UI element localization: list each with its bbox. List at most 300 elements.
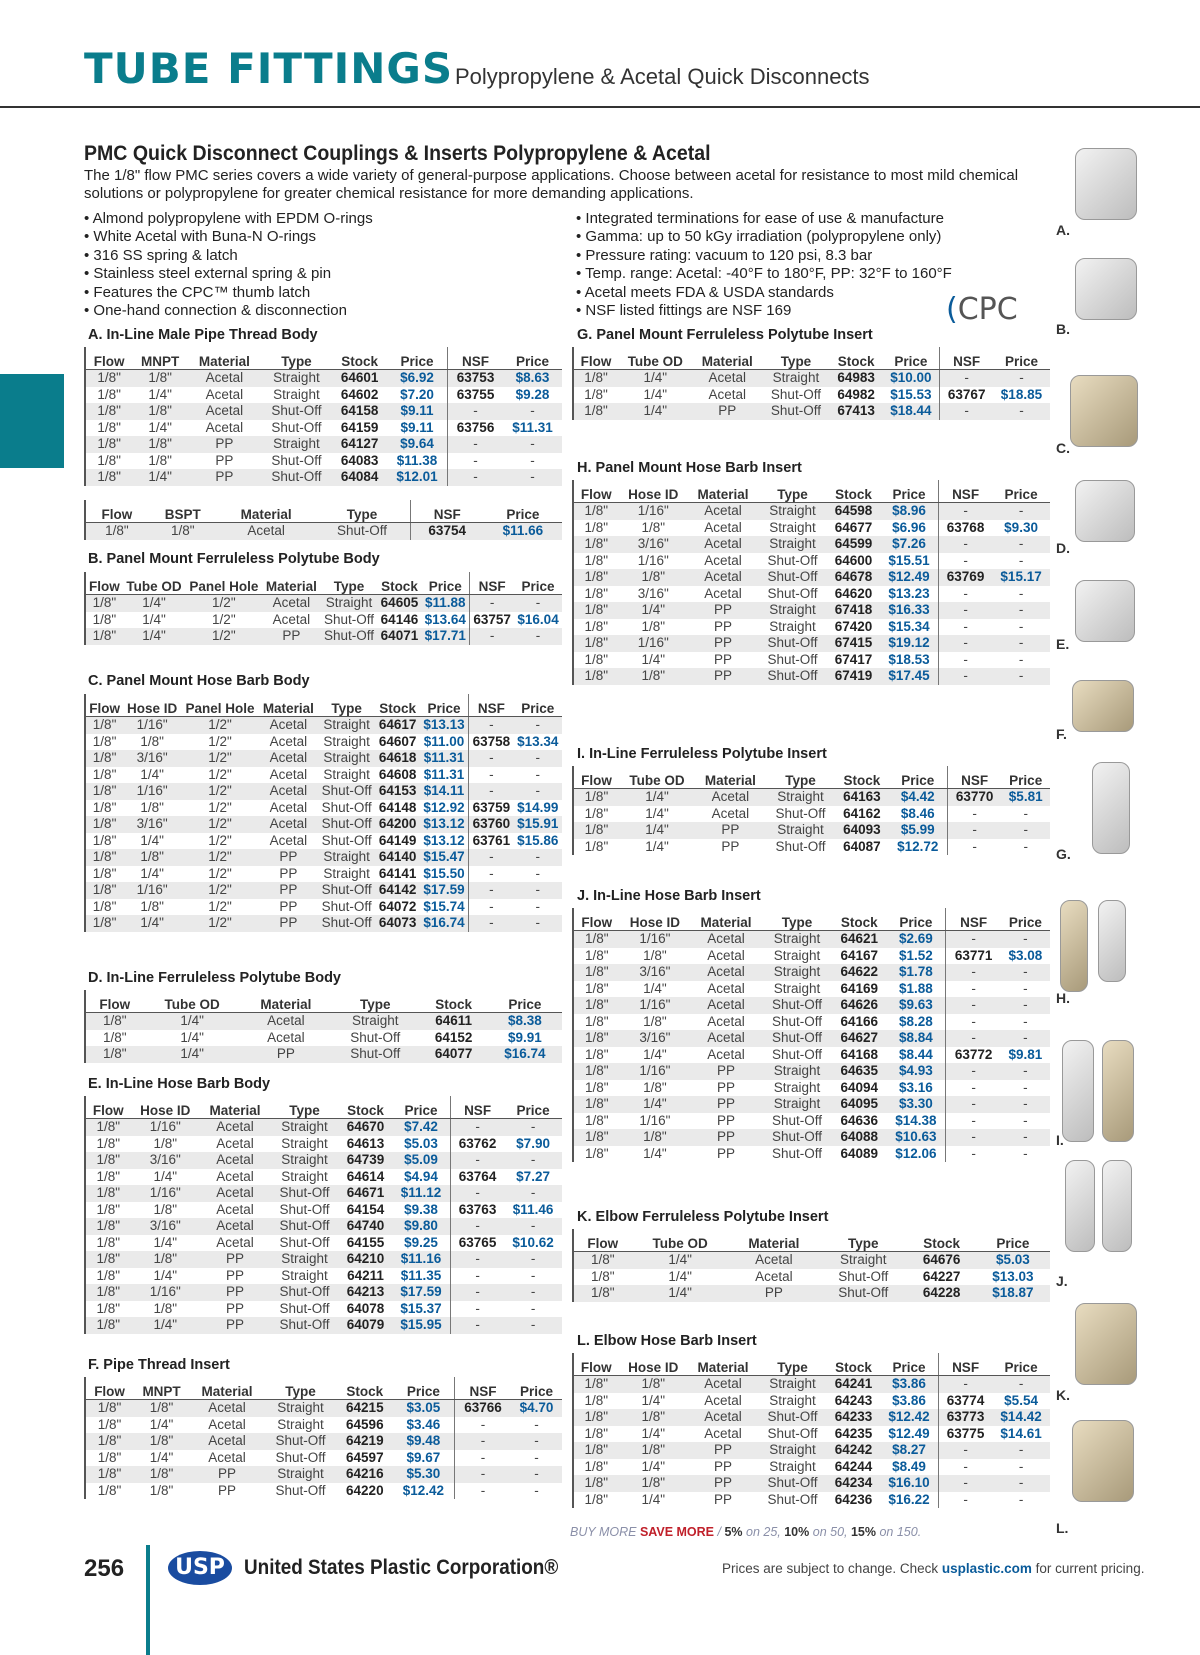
table-cell: Acetal xyxy=(690,997,762,1014)
table-cell: $15.17 xyxy=(992,569,1050,586)
table-cell: 1/8" xyxy=(132,370,188,387)
column-header: Type xyxy=(314,500,410,523)
table-cell: 1/8" xyxy=(643,947,667,963)
table-cell: - xyxy=(992,503,1050,520)
table-cell: Straight xyxy=(273,386,320,402)
table-cell: $8.96 xyxy=(880,503,938,520)
table-cell: 1/8" xyxy=(132,436,188,453)
table-cell: 64601 xyxy=(332,370,387,387)
column-header: Material xyxy=(262,572,320,595)
column-header: Price xyxy=(889,766,948,789)
table-cell: 1/2" xyxy=(208,865,232,881)
table-cell: 1/4" xyxy=(180,1029,204,1045)
table-row xyxy=(85,1013,562,1030)
table-cell: 1/4" xyxy=(140,865,164,881)
table-g-title: G. Panel Mount Ferruleless Polytube Insert xyxy=(577,327,873,343)
column-header: Stock xyxy=(332,347,387,370)
table-row xyxy=(573,503,1050,520)
table-cell: $18.85 xyxy=(1000,386,1043,402)
table-cell: - xyxy=(450,1218,504,1235)
table-cell: 64148 xyxy=(378,799,417,815)
table-row xyxy=(573,553,1050,570)
table-cell: 64600 xyxy=(834,552,873,568)
table-cell: Shut-Off xyxy=(321,832,372,848)
column-header: Material xyxy=(188,347,261,370)
table-cell: $15.34 xyxy=(888,618,930,634)
column-header: Material xyxy=(200,1096,270,1119)
table-j xyxy=(572,908,1050,1162)
table-cell: 1/2" xyxy=(208,799,232,815)
table-cell: 67420 xyxy=(834,618,873,634)
table-cell: $8.44 xyxy=(899,1046,933,1062)
column-header: Price xyxy=(387,347,448,370)
table-cell: Shut-Off xyxy=(819,1285,908,1302)
table-cell: 1/4" xyxy=(153,1168,178,1184)
table-cell: Shut-Off xyxy=(772,1013,823,1029)
table-cell: 1/8" xyxy=(573,964,620,981)
table-cell: 1/4" xyxy=(641,1392,666,1408)
table-row xyxy=(85,1433,562,1450)
table-cell: 1/8" xyxy=(85,1013,144,1030)
table-cell: 67419 xyxy=(827,668,880,685)
table-cell: 1/2" xyxy=(181,849,259,866)
table-cell: $9.67 xyxy=(406,1449,441,1465)
table-cell: $5.99 xyxy=(889,822,948,839)
callout-d: D. xyxy=(1056,540,1070,556)
table-cell: Straight xyxy=(758,602,827,619)
column-header: Stock xyxy=(420,990,488,1013)
table-cell: $7.26 xyxy=(880,536,938,553)
table-cell: $3.86 xyxy=(892,1392,926,1408)
table-cell: Shut-Off xyxy=(279,1201,330,1217)
column-header: Flow xyxy=(85,1096,131,1119)
table-cell: 64072 xyxy=(378,898,417,914)
table-cell: $8.28 xyxy=(899,1013,933,1029)
table-cell: Shut-Off xyxy=(275,1482,326,1498)
table-cell: Shut-Off xyxy=(275,1449,326,1465)
table-a xyxy=(84,347,562,486)
table-cell: PP xyxy=(218,1482,237,1498)
table-cell: $7.20 xyxy=(400,386,434,402)
table-cell: - xyxy=(946,931,1001,948)
table-row xyxy=(85,1301,562,1318)
table-cell: Shut-Off xyxy=(767,1425,818,1441)
table-row xyxy=(85,612,562,629)
table-cell: Acetal xyxy=(259,816,318,833)
website-link[interactable]: usplastic.com xyxy=(941,1561,1032,1576)
table-cell: 1/4" xyxy=(123,595,186,612)
table-cell: $11.38 xyxy=(396,452,438,468)
table-cell: 64146 xyxy=(380,611,419,627)
table-cell: 1/8" xyxy=(92,611,117,627)
column-header: Panel Hole xyxy=(185,572,262,595)
cpc-logo: (CPC xyxy=(946,292,1018,327)
table-cell: Acetal xyxy=(729,1252,819,1269)
table-cell: 64200 xyxy=(375,816,419,833)
table-cell: Shut-Off xyxy=(271,419,322,435)
table-row xyxy=(573,839,1050,856)
table-cell: - xyxy=(993,403,1050,420)
table-cell: 64236 xyxy=(834,1491,873,1507)
product-i2-image xyxy=(1102,1040,1134,1142)
column-header: Type xyxy=(819,1229,908,1252)
table-cell: PP xyxy=(693,403,762,420)
table-row xyxy=(573,652,1050,669)
table-cell: - xyxy=(469,882,514,899)
table-cell: 1/16" xyxy=(131,1284,200,1301)
table-cell: - xyxy=(450,1268,504,1285)
column-header: Material xyxy=(259,694,318,717)
table-cell: 64244 xyxy=(834,1458,873,1474)
table-cell: 64627 xyxy=(832,1030,886,1047)
table-cell: 67415 xyxy=(827,635,880,652)
table-cell: $5.54 xyxy=(1004,1392,1038,1408)
table-cell: - xyxy=(938,668,992,685)
table-row xyxy=(573,1285,1050,1302)
table-cell: Acetal xyxy=(241,1013,331,1030)
table-cell: Straight xyxy=(323,766,370,782)
table-cell: - xyxy=(469,783,514,800)
table-cell: 64088 xyxy=(832,1129,886,1146)
table-cell: 64141 xyxy=(378,865,417,881)
table-cell: Shut-Off xyxy=(318,783,376,800)
table-cell: PP xyxy=(279,865,298,881)
table-cell: 1/8" xyxy=(103,1029,127,1045)
table-row xyxy=(573,1376,1050,1393)
table-cell: - xyxy=(946,1113,1001,1130)
table-cell: PP xyxy=(188,469,261,486)
table-row xyxy=(573,1252,1050,1269)
column-header: Flow xyxy=(573,480,619,503)
table-cell: 64140 xyxy=(375,849,419,866)
product-b-image xyxy=(1075,258,1137,320)
column-header: Type xyxy=(318,694,376,717)
table-cell: 1/8" xyxy=(148,452,172,468)
table-cell: 64613 xyxy=(346,1135,385,1151)
table-cell: - xyxy=(1018,651,1024,667)
table-cell: 1/4" xyxy=(619,789,695,806)
table-cell: 64168 xyxy=(840,1046,879,1062)
table-cell: 1/16" xyxy=(620,1063,691,1080)
table-d-title: D. In-Line Ferruleless Polytube Body xyxy=(88,970,341,986)
table-cell: 64621 xyxy=(832,931,886,948)
table-row xyxy=(573,569,1050,586)
table-cell: - xyxy=(992,602,1050,619)
table-cell: Acetal xyxy=(688,503,758,520)
table-cell: - xyxy=(503,469,562,486)
table-cell: 1/8" xyxy=(573,1030,620,1047)
column-header: MNPT xyxy=(132,347,188,370)
product-j-image xyxy=(1065,1160,1095,1252)
table-cell: $15.51 xyxy=(888,552,930,568)
column-header: Price xyxy=(993,347,1050,370)
table-cell: 64622 xyxy=(832,964,886,981)
table-cell: 1/8" xyxy=(96,1135,121,1151)
table-cell: 1/8" xyxy=(85,1185,131,1202)
table-cell: $5.81 xyxy=(1001,789,1050,806)
table-cell: 1/8" xyxy=(97,1416,122,1432)
product-g-image xyxy=(1092,762,1130,854)
table-cell: 1/2" xyxy=(212,611,236,627)
table-cell: PP xyxy=(688,1475,758,1492)
table-cell: 64093 xyxy=(835,822,888,839)
table-row xyxy=(573,981,1050,998)
table-cell: 3/16" xyxy=(637,585,669,601)
table-cell: 1/8" xyxy=(584,552,609,568)
table-cell: 1/16" xyxy=(619,635,688,652)
table-cell: - xyxy=(1023,805,1028,821)
table-cell: $11.31 xyxy=(423,766,465,782)
table-cell: $13.12 xyxy=(420,816,469,833)
table-cell: Shut-Off xyxy=(270,1317,339,1334)
table-cell: 1/8" xyxy=(133,1433,190,1450)
table-cell: Straight xyxy=(773,1079,821,1095)
table-row xyxy=(85,1235,562,1252)
table-row xyxy=(85,403,562,420)
table-cell: Acetal xyxy=(707,980,745,996)
table-cell: 63766 xyxy=(454,1400,511,1417)
table-row xyxy=(85,1483,562,1500)
table-cell: 1/8" xyxy=(584,1491,609,1507)
table-cell: 1/8" xyxy=(96,1300,121,1316)
table-cell: 1/4" xyxy=(140,766,164,782)
table-cell: 1/4" xyxy=(123,915,181,932)
section-tab-marker xyxy=(0,374,64,468)
table-cell: - xyxy=(946,1096,1001,1113)
feature-item: • Integrated terminations for ease of use & manufacture xyxy=(576,210,952,228)
table-cell: 1/2" xyxy=(185,595,262,612)
table-cell: 67418 xyxy=(827,602,880,619)
table-cell: 1/8" xyxy=(584,980,609,996)
table-row xyxy=(85,717,562,734)
table-cell: Shut-Off xyxy=(762,997,832,1014)
table-cell: $5.03 xyxy=(404,1135,438,1151)
table-cell: $8.27 xyxy=(880,1442,938,1459)
table-b-title: B. Panel Mount Ferruleless Polytube Body xyxy=(88,551,380,567)
table-cell: 1/2" xyxy=(181,783,259,800)
table-cell: 1/8" xyxy=(619,1442,688,1459)
table-cell: Acetal xyxy=(190,1400,264,1417)
table-cell: - xyxy=(504,1119,562,1136)
column-header: Type xyxy=(762,908,832,931)
table-cell: - xyxy=(992,668,1050,685)
table-row xyxy=(573,948,1050,965)
table-cell: $16.22 xyxy=(888,1491,930,1507)
table-cell: - xyxy=(504,1251,562,1268)
table-cell: 1/8" xyxy=(85,717,123,734)
column-header: Type xyxy=(762,347,830,370)
table-cell: $11.46 xyxy=(512,1201,554,1217)
column-header: Tube OD xyxy=(619,766,695,789)
table-row xyxy=(573,1030,1050,1047)
feature-item: • Gamma: up to 50 kGy irradiation (polypropylene only) xyxy=(576,228,952,246)
table-cell: - xyxy=(454,1450,511,1467)
table-cell: - xyxy=(514,717,562,734)
table-cell: 1/2" xyxy=(208,832,232,848)
table-cell: 64071 xyxy=(378,628,422,645)
table-row xyxy=(85,370,562,387)
table-cell: 1/8" xyxy=(153,1201,178,1217)
callout-k: K. xyxy=(1056,1387,1070,1403)
table-cell: PP xyxy=(688,1442,758,1459)
table-cell: $15.37 xyxy=(400,1300,442,1316)
table-row xyxy=(85,899,562,916)
table-cell: 63770 xyxy=(947,789,1001,806)
table-cell: PP xyxy=(688,602,758,619)
table-cell: 64676 xyxy=(908,1252,976,1269)
table-cell: $11.12 xyxy=(392,1185,450,1202)
table-cell: - xyxy=(450,1185,504,1202)
table-row xyxy=(85,436,562,453)
table-cell: $7.90 xyxy=(516,1135,550,1151)
table-row xyxy=(85,387,562,404)
table-row xyxy=(85,628,562,645)
table-row xyxy=(573,602,1050,619)
table-cell: Shut-Off xyxy=(271,452,322,468)
table-cell: Straight xyxy=(766,789,835,806)
table-cell: Shut-Off xyxy=(758,668,827,685)
column-header: Type xyxy=(758,1353,827,1376)
table-cell: - xyxy=(938,1475,992,1492)
table-cell: - xyxy=(1023,980,1028,996)
table-cell: Acetal xyxy=(688,569,758,586)
column-header: Material xyxy=(218,500,315,523)
feature-item: • Features the CPC™ thumb latch xyxy=(84,284,373,302)
table-cell: $7.42 xyxy=(392,1119,450,1136)
product-c-image xyxy=(1070,375,1138,447)
table-cell: 1/4" xyxy=(668,1268,692,1284)
table-cell: - xyxy=(454,1466,511,1483)
table-cell: Acetal xyxy=(707,1046,745,1062)
column-header: Material xyxy=(693,347,762,370)
table-cell: Straight xyxy=(773,980,821,996)
column-header: NSF xyxy=(450,1096,504,1119)
table-cell: - xyxy=(947,839,1001,856)
table-cell: - xyxy=(1023,1145,1028,1161)
table-cell: 1/8" xyxy=(584,1425,609,1441)
table-cell: 63773 xyxy=(938,1409,992,1426)
table-cell: 64094 xyxy=(840,1079,879,1095)
table-cell: 64670 xyxy=(339,1119,392,1136)
table-cell: - xyxy=(469,767,514,784)
table-cell: - xyxy=(1018,552,1024,568)
table-cell: PP xyxy=(259,882,318,899)
column-header: Stock xyxy=(832,908,886,931)
table-cell: 1/4" xyxy=(144,1013,241,1030)
table-cell: 1/4" xyxy=(632,1285,729,1302)
table-cell: PP xyxy=(690,1096,762,1113)
table-cell: 1/8" xyxy=(92,766,117,782)
table-cell: 1/4" xyxy=(645,838,669,854)
table-cell: Acetal xyxy=(272,611,311,627)
table-cell: 1/8" xyxy=(96,1201,121,1217)
table-cell: - xyxy=(514,595,562,612)
column-header: Type xyxy=(758,480,827,503)
table-cell: 3/16" xyxy=(131,1218,200,1235)
column-header: NSF xyxy=(946,908,1001,931)
feature-item: • One-hand connection & disconnection xyxy=(84,302,373,320)
table-row xyxy=(573,1014,1050,1031)
table-cell: 1/16" xyxy=(637,552,669,568)
table-cell: PP xyxy=(717,1112,736,1128)
table-cell: Straight xyxy=(769,1458,816,1474)
table-cell: $19.12 xyxy=(880,635,938,652)
column-header: Type xyxy=(766,766,835,789)
table-cell: $18.53 xyxy=(888,651,930,667)
table-cell: - xyxy=(1001,822,1050,839)
table-cell: Shut-Off xyxy=(314,523,410,540)
product-d-image xyxy=(1075,480,1135,542)
table-cell: 63761 xyxy=(469,833,514,850)
table-cell: - xyxy=(535,898,541,914)
table-cell: 1/8" xyxy=(573,536,619,553)
table-cell: Acetal xyxy=(200,1152,270,1169)
table-cell: Shut-Off xyxy=(261,469,332,486)
table-cell: 1/8" xyxy=(573,403,618,420)
table-cell: Straight xyxy=(323,865,370,881)
table-cell: $9.30 xyxy=(1004,519,1038,535)
table-cell: 63762 xyxy=(450,1136,504,1153)
table-cell: - xyxy=(1018,618,1024,634)
table-cell: Acetal xyxy=(216,1234,254,1250)
table-cell: 1/8" xyxy=(85,628,123,645)
table-cell: Shut-Off xyxy=(762,1030,832,1047)
table-cell: $13.64 xyxy=(424,611,466,627)
table-cell: $14.99 xyxy=(517,799,559,815)
table-cell: 1/2" xyxy=(208,733,232,749)
table-cell: PP xyxy=(713,1491,732,1507)
table-cell: 1/8" xyxy=(573,503,619,520)
table-cell: 1/4" xyxy=(149,1416,174,1432)
table-cell: $15.50 xyxy=(423,865,465,881)
table-cell: 1/8" xyxy=(573,1442,619,1459)
table-cell: - xyxy=(535,766,541,782)
product-f-image xyxy=(1072,680,1134,732)
table-cell: 3/16" xyxy=(131,1152,200,1169)
table-cell: Acetal xyxy=(693,370,762,387)
table-cell: PP xyxy=(190,1466,264,1483)
table-row xyxy=(85,1450,562,1467)
table-cell: 1/8" xyxy=(140,799,164,815)
table-row xyxy=(85,1466,562,1483)
table-cell: 1/4" xyxy=(632,1252,729,1269)
table-cell: $12.06 xyxy=(895,1145,937,1161)
table-cell: Straight xyxy=(758,1442,827,1459)
table-cell: 63756 xyxy=(448,420,504,437)
table-cell: Acetal xyxy=(688,536,758,553)
callout-b: B. xyxy=(1056,321,1070,337)
table-cell: - xyxy=(470,628,514,645)
table-cell: $10.63 xyxy=(886,1129,946,1146)
table-cell: 64602 xyxy=(340,386,379,402)
table-row xyxy=(85,1202,562,1219)
table-cell: 1/8" xyxy=(85,915,123,932)
table-cell: 1/8" xyxy=(85,1218,131,1235)
column-header: Tube OD xyxy=(618,347,693,370)
table-cell: 1/8" xyxy=(619,1409,688,1426)
callout-h: H. xyxy=(1056,990,1070,1006)
table-d xyxy=(84,990,562,1063)
table-row xyxy=(85,1152,562,1169)
table-cell: 64605 xyxy=(378,595,422,612)
table-row xyxy=(85,882,562,899)
table-row xyxy=(573,520,1050,537)
table-cell: Shut-Off xyxy=(320,628,377,645)
table-cell: 1/4" xyxy=(620,1096,691,1113)
table-cell: 1/8" xyxy=(85,1152,131,1169)
table-cell: PP xyxy=(200,1251,270,1268)
table-cell: 3/16" xyxy=(123,750,181,767)
